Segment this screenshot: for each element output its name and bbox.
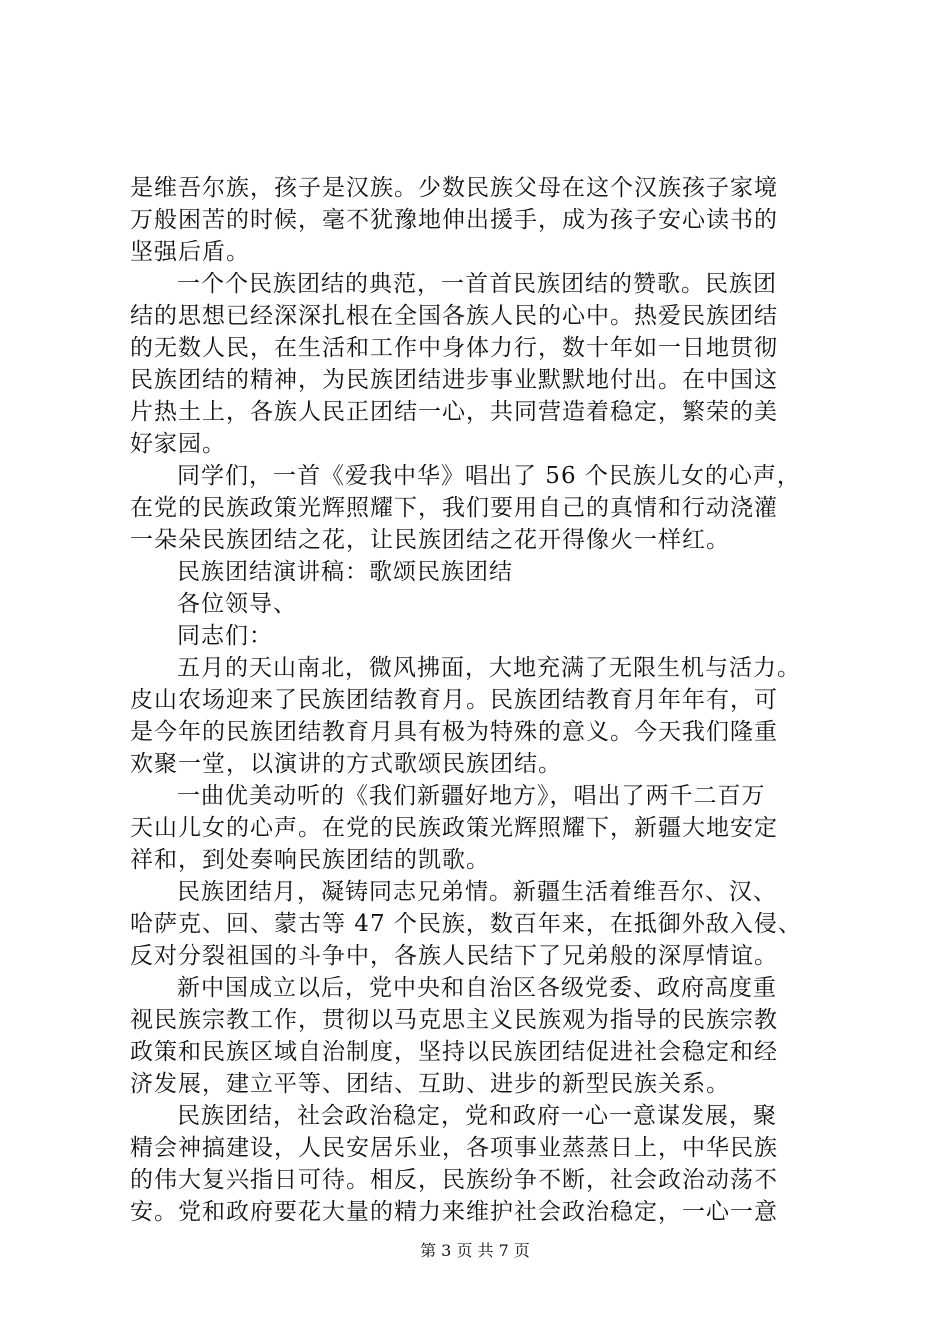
text-line: 的伟大复兴指日可待。相反，民族纷争不断，社会政治动荡不 bbox=[130, 1167, 778, 1193]
text-line: 民族团结演讲稿：歌颂民族团结 bbox=[177, 559, 513, 585]
text-line: 片热土上，各族人民正团结一心，共同营造着稳定，繁荣的美 bbox=[130, 399, 778, 425]
text-line: 是维吾尔族，孩子是汉族。少数民族父母在这个汉族孩子家境 bbox=[130, 175, 778, 201]
text-line: 新中国成立以后，党中央和自治区各级党委、政府高度重 bbox=[177, 975, 777, 1001]
text-line: 视民族宗教工作，贯彻以马克思主义民族观为指导的民族宗教 bbox=[130, 1007, 778, 1033]
document-body bbox=[130, 172, 835, 1228]
text-line: 五月的天山南北，微风拂面，大地充满了无限生机与活力。 bbox=[177, 655, 801, 681]
text-line: 祥和，到处奏响民族团结的凯歌。 bbox=[130, 847, 490, 873]
text-line: 反对分裂祖国的斗争中，各族人民结下了兄弟般的深厚情谊。 bbox=[130, 943, 778, 969]
text-line: 一曲优美动听的《我们新疆好地方》，唱出了两千二百万 bbox=[177, 783, 766, 809]
text-line: 一朵朵民族团结之花，让民族团结之花开得像火一样红。 bbox=[130, 527, 730, 553]
page-footer: 第 3 页 共 7 页 bbox=[420, 1241, 530, 1260]
text-line: 政策和民族区域自治制度，坚持以民族团结促进社会稳定和经 bbox=[130, 1039, 778, 1065]
text-line: 民族团结的精神，为民族团结进步事业默默地付出。在中国这 bbox=[130, 367, 778, 393]
text-line: 民族团结月，凝铸同志兄弟情。新疆生活着维吾尔、汉、 bbox=[177, 879, 777, 905]
text-line: 万般困苦的时候，毫不犹豫地伸出援手，成为孩子安心读书的 bbox=[130, 207, 778, 233]
text-line: 结的思想已经深深扎根在全国各族人民的心中。热爱民族团结 bbox=[130, 303, 778, 329]
text-line: 哈萨克、回、蒙古等 47 个民族，数百年来，在抵御外敌入侵、 bbox=[130, 911, 802, 937]
text-line: 天山儿女的心声。在党的民族政策光辉照耀下，新疆大地安定 bbox=[130, 815, 778, 841]
text-line: 安。党和政府要花大量的精力来维护社会政治稳定，一心一意 bbox=[130, 1199, 778, 1225]
text-line: 坚强后盾。 bbox=[130, 239, 250, 265]
text-line: 在党的民族政策光辉照耀下，我们要用自己的真情和行动浇灌 bbox=[130, 495, 778, 521]
text-line: 的无数人民，在生活和工作中身体力行，数十年如一日地贯彻 bbox=[130, 335, 778, 361]
text-line: 好家园。 bbox=[130, 431, 226, 457]
text-line: 同志们： bbox=[177, 623, 273, 649]
text-line: 皮山农场迎来了民族团结教育月。民族团结教育月年年有，可 bbox=[130, 687, 778, 713]
text-line: 民族团结，社会政治稳定，党和政府一心一意谋发展，聚 bbox=[177, 1103, 777, 1129]
text-line: 同学们，一首《爱我中华》唱出了 56 个民族儿女的心声， bbox=[177, 463, 801, 489]
text-line: 欢聚一堂，以演讲的方式歌颂民族团结。 bbox=[130, 751, 562, 777]
text-line: 是今年的民族团结教育月具有极为特殊的意义。今天我们隆重 bbox=[130, 719, 778, 745]
text-line: 精会神搞建设，人民安居乐业，各项事业蒸蒸日上，中华民族 bbox=[130, 1135, 778, 1161]
text-line: 各位领导、 bbox=[177, 591, 297, 617]
text-line: 一个个民族团结的典范，一首首民族团结的赞歌。民族团 bbox=[177, 271, 777, 297]
text-line: 济发展，建立平等、团结、互助、进步的新型民族关系。 bbox=[130, 1071, 730, 1097]
